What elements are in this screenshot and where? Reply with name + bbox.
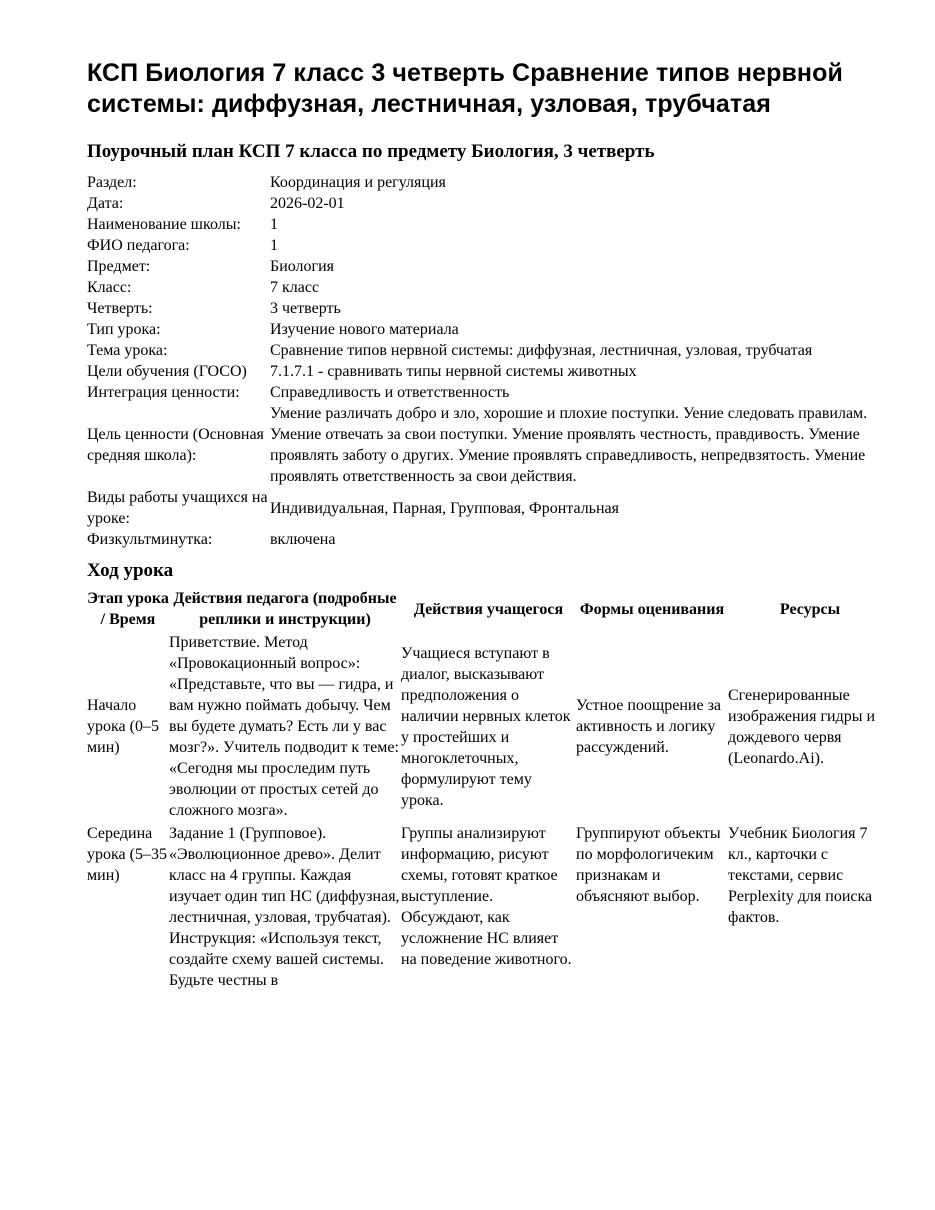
cell-assessment: Устное поощрение за активность и логику рассуждений. (576, 697, 721, 756)
meta-key: Предмет: (87, 258, 151, 275)
meta-key: ФИО педагога: (87, 237, 190, 254)
meta-row (87, 487, 892, 529)
meta-value: Координация и регуляция (270, 174, 446, 191)
header-stage: Этап урока / Время (87, 590, 169, 628)
meta-row (87, 193, 892, 214)
meta-value: включена (270, 531, 336, 548)
meta-key: Физкультминутка: (87, 531, 213, 548)
meta-row (87, 403, 892, 487)
meta-row (87, 298, 892, 319)
meta-value: Сравнение типов нервной системы: диффузная, лестничная, узловая, трубчатая (270, 342, 813, 359)
meta-key: Дата: (87, 195, 124, 212)
cell-student-actions: Группы анализируют информацию, рисуют схемы, готовят краткое выступление. Обсуждают, как усложнение НС влияет на поведение животного. (401, 825, 572, 968)
meta-key: Тема урока: (87, 342, 168, 359)
meta-row (87, 235, 892, 256)
cell-stage: Середина урока (5–35 мин) (87, 825, 167, 884)
cell-teacher-actions: Задание 1 (Групповое). «Эволюционное древо». Делит класс на 4 группы. Каждая изучает один тип НС (диффузная, лестничная, узловая, трубчатая). Инструкция: «Используя текст, создайте схему вашей системы. Будьте честны в (169, 825, 400, 989)
cell-teacher-actions: Приветствие. Метод «Провокационный вопрос»: «Представьте, что вы — гидра, и вам нужно поймать добычу. Чем вы будете думать? Есть ли у вас мозг?». Учитель подводит к теме: «Сегодня мы проследим путь эволюции от простых сетей до сложного мозга». (169, 634, 399, 819)
meta-key: Раздел: (87, 174, 137, 191)
meta-value: Умение различать добро и зло, хорошие и плохие поступки. Уение следовать правилам. Умение отвечать за свои поступки. Умение проявлять честность, правдивость. Умение проявлять заботу о других. Умение проявлять справедливость, непредвзятость. Умение проявлять ответственность за свои действия. (270, 405, 868, 485)
header-resources: Ресурсы (779, 600, 841, 618)
cell-student-actions: Учащиеся вступают в диалог, высказывают предположения о наличии нервных клеток у простейших и многоклеточных, формулируют тему урока. (401, 644, 571, 809)
meta-key: Виды работы учащихся на уроке: (87, 489, 268, 527)
meta-value: Справедливость и ответственность (270, 384, 510, 401)
cell-stage: Начало урока (0–5 мин) (87, 697, 159, 756)
document-page (87, 58, 892, 993)
meta-row (87, 277, 892, 298)
meta-value: 1 (270, 216, 278, 233)
meta-key: Интеграция ценности: (87, 384, 240, 401)
meta-value: 7.1.7.1 - сравнивать типы нервной системы животных (270, 363, 637, 380)
document-subtitle: Поурочный план КСП 7 класса по предмету Биология, 3 четверть (87, 141, 655, 162)
meta-key: Тип урока: (87, 321, 161, 338)
cell-resources: Сгенерированные изображения гидры и дождевого червя (Leonardo.Ai). (728, 686, 876, 767)
meta-value: 7 класс (270, 279, 320, 296)
meta-row (87, 382, 892, 403)
meta-value: Индивидуальная, Парная, Групповая, Фронтальная (270, 499, 619, 517)
meta-row (87, 172, 892, 193)
meta-row (87, 256, 892, 277)
header-student-actions: Действия учащегося (413, 600, 564, 618)
meta-value: 1 (270, 237, 278, 254)
meta-row (87, 361, 892, 382)
header-assessment: Формы оценивания (579, 600, 725, 618)
document-title: КСП Биология 7 класс 3 четверть Сравнение типов нервной системы: диффузная, лестничная, узловая, трубчатая (87, 59, 843, 118)
meta-row (87, 319, 892, 340)
meta-key: Четверть: (87, 300, 153, 317)
cell-resources: Учебник Биология 7 кл., карточки с текстами, сервис Perplexity для поиска фактов. (728, 825, 873, 926)
meta-row (87, 340, 892, 361)
meta-value: 3 четверть (270, 300, 341, 317)
lesson-heading: Ход урока (87, 560, 174, 581)
meta-value: 2026-02-01 (270, 195, 345, 212)
table-row (87, 632, 892, 823)
meta-row (87, 529, 892, 550)
header-teacher-actions: Действия педагога (подробные реплики и инструкции) (173, 590, 397, 628)
lesson-table (87, 588, 892, 993)
table-row (87, 823, 892, 993)
cell-assessment: Группируют объекты по морфологичеким признакам и объясняют выбор. (576, 825, 721, 905)
meta-key: Класс: (87, 279, 132, 296)
meta-row (87, 214, 892, 235)
lesson-header-row (87, 588, 892, 632)
meta-key: Цель ценности (Основная средняя школа): (87, 426, 264, 464)
meta-key: Цели обучения (ГОСО) (87, 363, 247, 380)
meta-value: Биология (270, 258, 335, 275)
meta-key: Наименование школы: (87, 216, 241, 233)
meta-value: Изучение нового материала (270, 321, 459, 338)
meta-table (87, 172, 892, 550)
